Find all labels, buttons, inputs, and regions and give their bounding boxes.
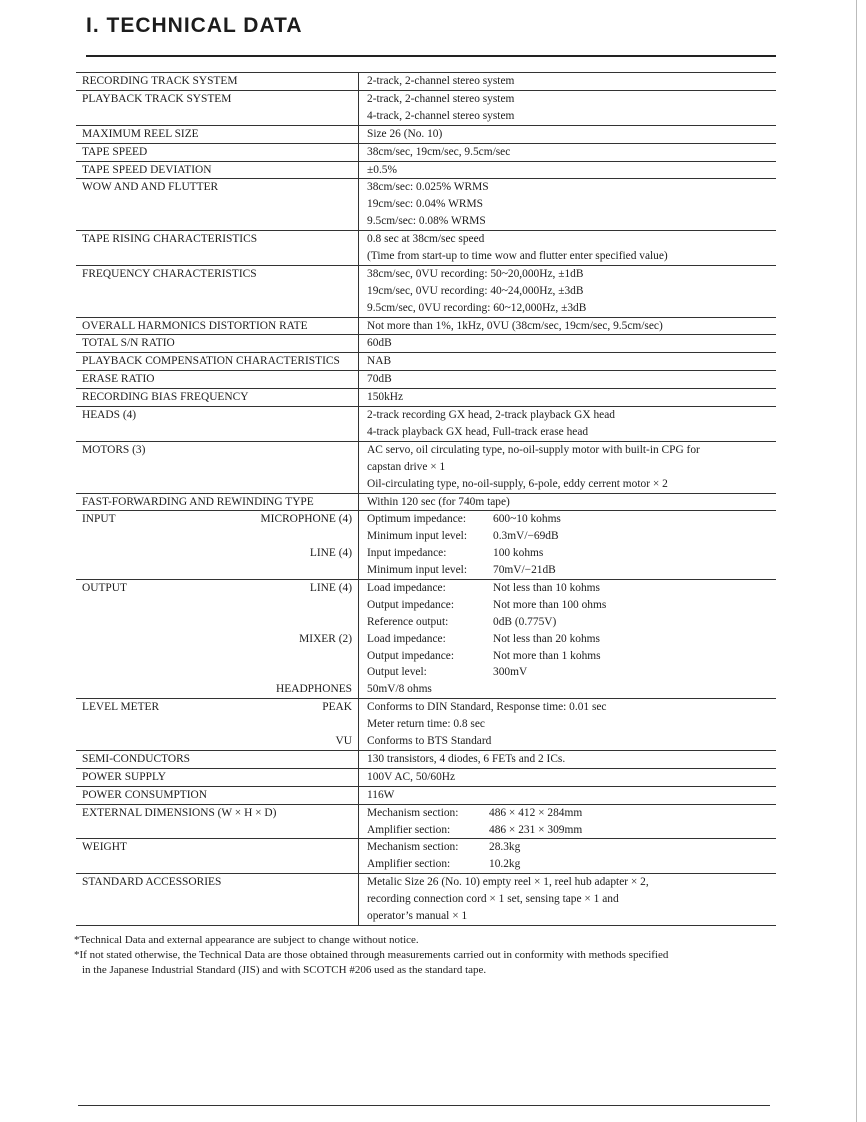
spec-value: 2-track, 2-channel stereo system	[367, 92, 515, 105]
spec-value: Not more than 1%, 1kHz, 0VU (38cm/sec, 19cm/sec, 9.5cm/sec)	[367, 319, 663, 332]
spec-values	[359, 353, 776, 370]
spec-value	[359, 528, 776, 545]
spec-group	[76, 874, 776, 925]
spec-label-cell	[76, 805, 358, 839]
spec-value: 19cm/sec: 0.04% WRMS	[367, 198, 483, 211]
spec-values	[359, 318, 776, 335]
spec-group	[76, 769, 776, 786]
spec-label	[76, 733, 336, 750]
spec-value	[359, 839, 776, 856]
spec-label-cell	[76, 699, 358, 733]
spec-label-cell	[76, 769, 358, 786]
footnote-1: *Technical Data and external appearance are subject to change without notice.	[74, 934, 419, 946]
spec-label-cell	[76, 631, 358, 682]
spec-value	[359, 664, 776, 681]
spec-group	[76, 407, 776, 441]
spec-value: capstan drive × 1	[367, 460, 446, 473]
spec-label: WEIGHT	[82, 841, 127, 854]
spec-group	[76, 751, 776, 768]
spec-sublabel: PEAK	[322, 701, 352, 714]
spec-value: Within 120 sec (for 740m tape)	[367, 495, 510, 508]
spec-values	[359, 805, 776, 839]
spec-label-cell	[76, 335, 358, 352]
spec-label-cell	[76, 266, 358, 317]
spec-value-data: 300mV	[493, 666, 528, 679]
spec-row	[76, 370, 776, 388]
spec-value: 150kHz	[367, 391, 404, 404]
spec-value	[359, 562, 776, 579]
spec-label-cell	[76, 353, 358, 370]
spec-value-data: 486 × 412 × 284mm	[489, 806, 583, 819]
spec-value	[359, 856, 776, 873]
spec-row	[76, 161, 776, 179]
spec-label: FAST-FORWARDING AND REWINDING TYPE	[82, 495, 314, 508]
spec-sublabel: LINE (4)	[309, 547, 352, 560]
spec-label: EXTERNAL DIMENSIONS (W × H × D)	[82, 806, 277, 819]
spec-value-data: 28.3kg	[489, 841, 521, 854]
spec-group	[76, 335, 776, 352]
spec-values	[359, 839, 776, 873]
spec-value: 9.5cm/sec: 0.08% WRMS	[367, 215, 486, 228]
spec-value: 38cm/sec: 0.025% WRMS	[367, 181, 489, 194]
spec-values	[359, 266, 776, 317]
spec-value-data: 600~10 kohms	[493, 513, 561, 526]
spec-label: POWER SUPPLY	[82, 770, 166, 783]
spec-values	[359, 874, 776, 925]
spec-value-key: Minimum input level:	[367, 530, 467, 543]
spec-value-key: Mechanism section:	[367, 841, 459, 854]
spec-group	[76, 580, 776, 631]
spec-label: ERASE RATIO	[82, 373, 155, 386]
spec-value: 9.5cm/sec, 0VU recording: 60~12,000Hz, ±3dB	[367, 301, 587, 314]
spec-label	[76, 681, 276, 698]
spec-value-key: Amplifier section:	[367, 858, 451, 871]
footnote-3: in the Japanese Industrial Standard (JIS) and with SCOTCH #206 used as the standard tape.	[82, 964, 487, 976]
spec-label: TAPE SPEED DEVIATION	[82, 163, 212, 176]
spec-label-cell	[76, 681, 358, 698]
spec-value: 19cm/sec, 0VU recording: 40~24,000Hz, ±3dB	[367, 284, 584, 297]
spec-value: Size 26 (No. 10)	[367, 127, 443, 140]
spec-values	[359, 231, 776, 265]
spec-value: 0.8 sec at 38cm/sec speed	[367, 233, 485, 246]
spec-value: Metalic Size 26 (No. 10) empty reel × 1, reel hub adapter × 2,	[367, 876, 649, 889]
spec-values	[359, 580, 776, 631]
spec-group	[76, 389, 776, 406]
spec-group	[76, 733, 776, 750]
spec-row	[76, 406, 776, 441]
spec-value: 70dB	[367, 373, 392, 386]
spec-values	[359, 179, 776, 230]
spec-group	[76, 805, 776, 839]
spec-row	[76, 579, 776, 698]
spec-row	[76, 90, 776, 125]
bottom-rule	[78, 1105, 770, 1106]
spec-values	[359, 335, 776, 352]
spec-value: AC servo, oil circulating type, no-oil-supply motor with built-in CPG for	[367, 443, 700, 456]
spec-group	[76, 511, 776, 545]
spec-sublabel: LINE (4)	[309, 581, 352, 594]
spec-value: 2-track recording GX head, 2-track playback GX head	[367, 409, 615, 422]
spec-values	[359, 73, 776, 90]
spec-value: 4-track, 2-channel stereo system	[367, 109, 515, 122]
spec-sublabel: MIXER (2)	[299, 632, 352, 645]
spec-label-cell	[76, 389, 358, 406]
spec-label: PLAYBACK COMPENSATION CHARACTERISTICS	[82, 355, 340, 368]
spec-row	[76, 265, 776, 317]
spec-value-key: Output level:	[367, 666, 427, 679]
spec-value-data: Not less than 10 kohms	[493, 581, 600, 594]
spec-value: (Time from start-up to time wow and flutter enter specified value)	[367, 249, 668, 262]
spec-label: TAPE RISING CHARACTERISTICS	[82, 233, 258, 246]
spec-value-key: Minimum input level:	[367, 564, 467, 577]
spec-values	[359, 407, 776, 441]
spec-label: SEMI-CONDUCTORS	[82, 752, 191, 765]
spec-group	[76, 442, 776, 493]
spec-value	[359, 631, 776, 648]
spec-values	[359, 144, 776, 161]
spec-group	[76, 73, 776, 90]
spec-group	[76, 318, 776, 335]
spec-label-cell	[76, 407, 358, 441]
spec-row	[76, 72, 776, 90]
spec-label-cell	[76, 839, 358, 873]
spec-label: HEADS (4)	[82, 409, 137, 422]
spec-group	[76, 144, 776, 161]
spec-values	[359, 371, 776, 388]
spec-label: MOTORS (3)	[82, 443, 146, 456]
spec-label-cell	[76, 91, 358, 125]
footnotes	[74, 933, 774, 978]
spec-group	[76, 91, 776, 125]
spec-value-key: Output impedance:	[367, 598, 454, 611]
spec-row	[76, 838, 776, 873]
spec-label-cell	[76, 73, 358, 90]
spec-label: RECORDING BIAS FREQUENCY	[82, 391, 249, 404]
spec-label-cell	[76, 179, 358, 230]
spec-row	[76, 698, 776, 750]
spec-group	[76, 371, 776, 388]
title-rule	[86, 55, 776, 57]
spec-value-key: Meter return time: 0.8 sec	[367, 718, 485, 731]
spec-values	[359, 126, 776, 143]
spec-values	[359, 751, 776, 768]
spec-value: 38cm/sec, 0VU recording: 50~20,000Hz, ±1dB	[367, 267, 584, 280]
spec-group	[76, 787, 776, 804]
spec-values	[359, 733, 776, 750]
spec-group	[76, 545, 776, 579]
spec-label-cell	[76, 162, 358, 179]
spec-label-cell	[76, 751, 358, 768]
spec-label: OVERALL HARMONICS DISTORTION RATE	[82, 319, 308, 332]
spec-value-data: 70mV/−21dB	[493, 564, 556, 577]
spec-value-data: 10.2kg	[489, 858, 521, 871]
spec-row	[76, 873, 776, 926]
spec-value-data: 486 × 231 × 309mm	[489, 823, 583, 836]
spec-values	[359, 511, 776, 545]
spec-label-cell	[76, 511, 358, 545]
spec-row	[76, 230, 776, 265]
spec-row	[76, 334, 776, 352]
spec-value	[359, 716, 776, 733]
spec-value-data: 0dB (0.775V)	[493, 615, 557, 628]
spec-value-data: Not more than 100 ohms	[493, 598, 607, 611]
spec-row	[76, 352, 776, 370]
spec-values	[359, 389, 776, 406]
spec-label: TAPE SPEED	[82, 145, 148, 158]
spec-value: 116W	[367, 788, 395, 801]
spec-group	[76, 353, 776, 370]
spec-table	[76, 72, 776, 926]
spec-value	[359, 805, 776, 822]
spec-value-key: Conforms to DIN Standard, Response time: 0.01 sec	[367, 701, 607, 714]
spec-value: recording connection cord × 1 set, sensing tape × 1 and	[367, 893, 619, 906]
spec-sublabel: MICROPHONE (4)	[260, 513, 352, 526]
spec-label-cell	[76, 442, 358, 493]
spec-value-key: Optimum impedance:	[367, 513, 467, 526]
spec-value-key: 50mV/8 ohms	[367, 683, 432, 696]
spec-label-cell	[76, 231, 358, 265]
spec-label: LEVEL METER	[82, 701, 160, 714]
spec-label: WOW AND AND FLUTTER	[82, 181, 219, 194]
spec-value: 60dB	[367, 337, 392, 350]
spec-group	[76, 126, 776, 143]
spec-value	[359, 545, 776, 562]
spec-label: TOTAL S/N RATIO	[82, 337, 175, 350]
spec-value-key: Load impedance:	[367, 632, 446, 645]
spec-value-key: Input impedance:	[367, 547, 447, 560]
spec-row	[76, 493, 776, 511]
spec-value	[359, 822, 776, 839]
spec-value	[359, 614, 776, 631]
spec-group	[76, 631, 776, 682]
spec-row	[76, 143, 776, 161]
spec-value: ±0.5%	[367, 163, 397, 176]
spec-row	[76, 388, 776, 406]
page-title: I. TECHNICAL DATA	[86, 14, 303, 37]
spec-label: RECORDING TRACK SYSTEM	[82, 75, 238, 87]
spec-label: FREQUENCY CHARACTERISTICS	[82, 267, 257, 280]
spec-sublabel: VU	[335, 735, 352, 748]
spec-values	[359, 769, 776, 786]
spec-label: OUTPUT	[82, 581, 127, 594]
footnote-2: *If not stated otherwise, the Technical Data are those obtained through measurements carried out in conformity with methods specified	[74, 949, 669, 961]
spec-row	[76, 768, 776, 786]
spec-values	[359, 91, 776, 125]
spec-value: 2-track, 2-channel stereo system	[367, 75, 515, 87]
spec-value	[359, 597, 776, 614]
spec-row	[76, 750, 776, 768]
spec-row	[76, 178, 776, 230]
spec-label-cell	[76, 874, 358, 925]
page-edge	[856, 0, 857, 1122]
spec-value-data: 100 kohms	[493, 547, 544, 560]
spec-label-cell	[76, 144, 358, 161]
spec-group	[76, 179, 776, 230]
spec-label-cell	[76, 787, 358, 804]
spec-values	[359, 545, 776, 579]
spec-value: Oil-circulating type, no-oil-supply, 6-pole, eddy cerrent motor × 2	[367, 477, 668, 490]
spec-value-key: Conforms to BTS Standard	[367, 735, 492, 748]
spec-group	[76, 494, 776, 511]
spec-group	[76, 681, 776, 698]
spec-value: operator’s manual × 1	[367, 909, 468, 922]
spec-value: NAB	[367, 355, 392, 368]
spec-label-cell	[76, 580, 358, 631]
spec-values	[359, 631, 776, 682]
spec-value	[359, 511, 776, 528]
spec-values	[359, 699, 776, 733]
spec-label: MAXIMUM REEL SIZE	[82, 127, 199, 140]
spec-row	[76, 125, 776, 143]
spec-value-key: Amplifier section:	[367, 823, 451, 836]
spec-value-data: 0.3mV/−69dB	[493, 530, 559, 543]
spec-value-key: Mechanism section:	[367, 806, 459, 819]
spec-value	[359, 648, 776, 665]
spec-value-key: Output impedance:	[367, 649, 454, 662]
spec-value: 130 transistors, 4 diodes, 6 FETs and 2 ICs.	[367, 752, 566, 765]
spec-sublabel: HEADPHONES	[276, 683, 352, 696]
spec-value: 4-track playback GX head, Full-track erase head	[367, 425, 589, 438]
spec-value-key: Load impedance:	[367, 581, 446, 594]
spec-value	[359, 699, 776, 716]
spec-group	[76, 699, 776, 733]
spec-value-data: Not more than 1 kohms	[493, 649, 601, 662]
spec-value: 100V AC, 50/60Hz	[367, 770, 456, 783]
spec-label	[76, 545, 310, 579]
spec-label: INPUT	[82, 513, 116, 526]
spec-row	[76, 786, 776, 804]
spec-label	[76, 631, 299, 682]
spec-group	[76, 231, 776, 265]
spec-group	[76, 162, 776, 179]
spec-row	[76, 441, 776, 493]
spec-group	[76, 266, 776, 317]
spec-label-cell	[76, 371, 358, 388]
spec-values	[359, 162, 776, 179]
spec-label-cell	[76, 733, 358, 750]
spec-group	[76, 839, 776, 873]
spec-value-data: Not less than 20 kohms	[493, 632, 600, 645]
spec-row	[76, 510, 776, 579]
spec-values	[359, 681, 776, 698]
spec-value	[359, 733, 776, 750]
spec-label-cell	[76, 494, 358, 511]
spec-values	[359, 442, 776, 493]
spec-value	[359, 580, 776, 597]
spec-value	[359, 681, 776, 698]
spec-label-cell	[76, 126, 358, 143]
spec-value-key: Reference output:	[367, 615, 449, 628]
spec-label: PLAYBACK TRACK SYSTEM	[82, 92, 232, 105]
spec-label: STANDARD ACCESSORIES	[82, 876, 222, 889]
spec-value: 38cm/sec, 19cm/sec, 9.5cm/sec	[367, 145, 511, 158]
spec-label: POWER CONSUMPTION	[82, 788, 207, 801]
spec-values	[359, 787, 776, 804]
spec-label-cell	[76, 545, 358, 579]
spec-label-cell	[76, 318, 358, 335]
spec-row	[76, 317, 776, 335]
spec-values	[359, 494, 776, 511]
spec-row	[76, 804, 776, 839]
